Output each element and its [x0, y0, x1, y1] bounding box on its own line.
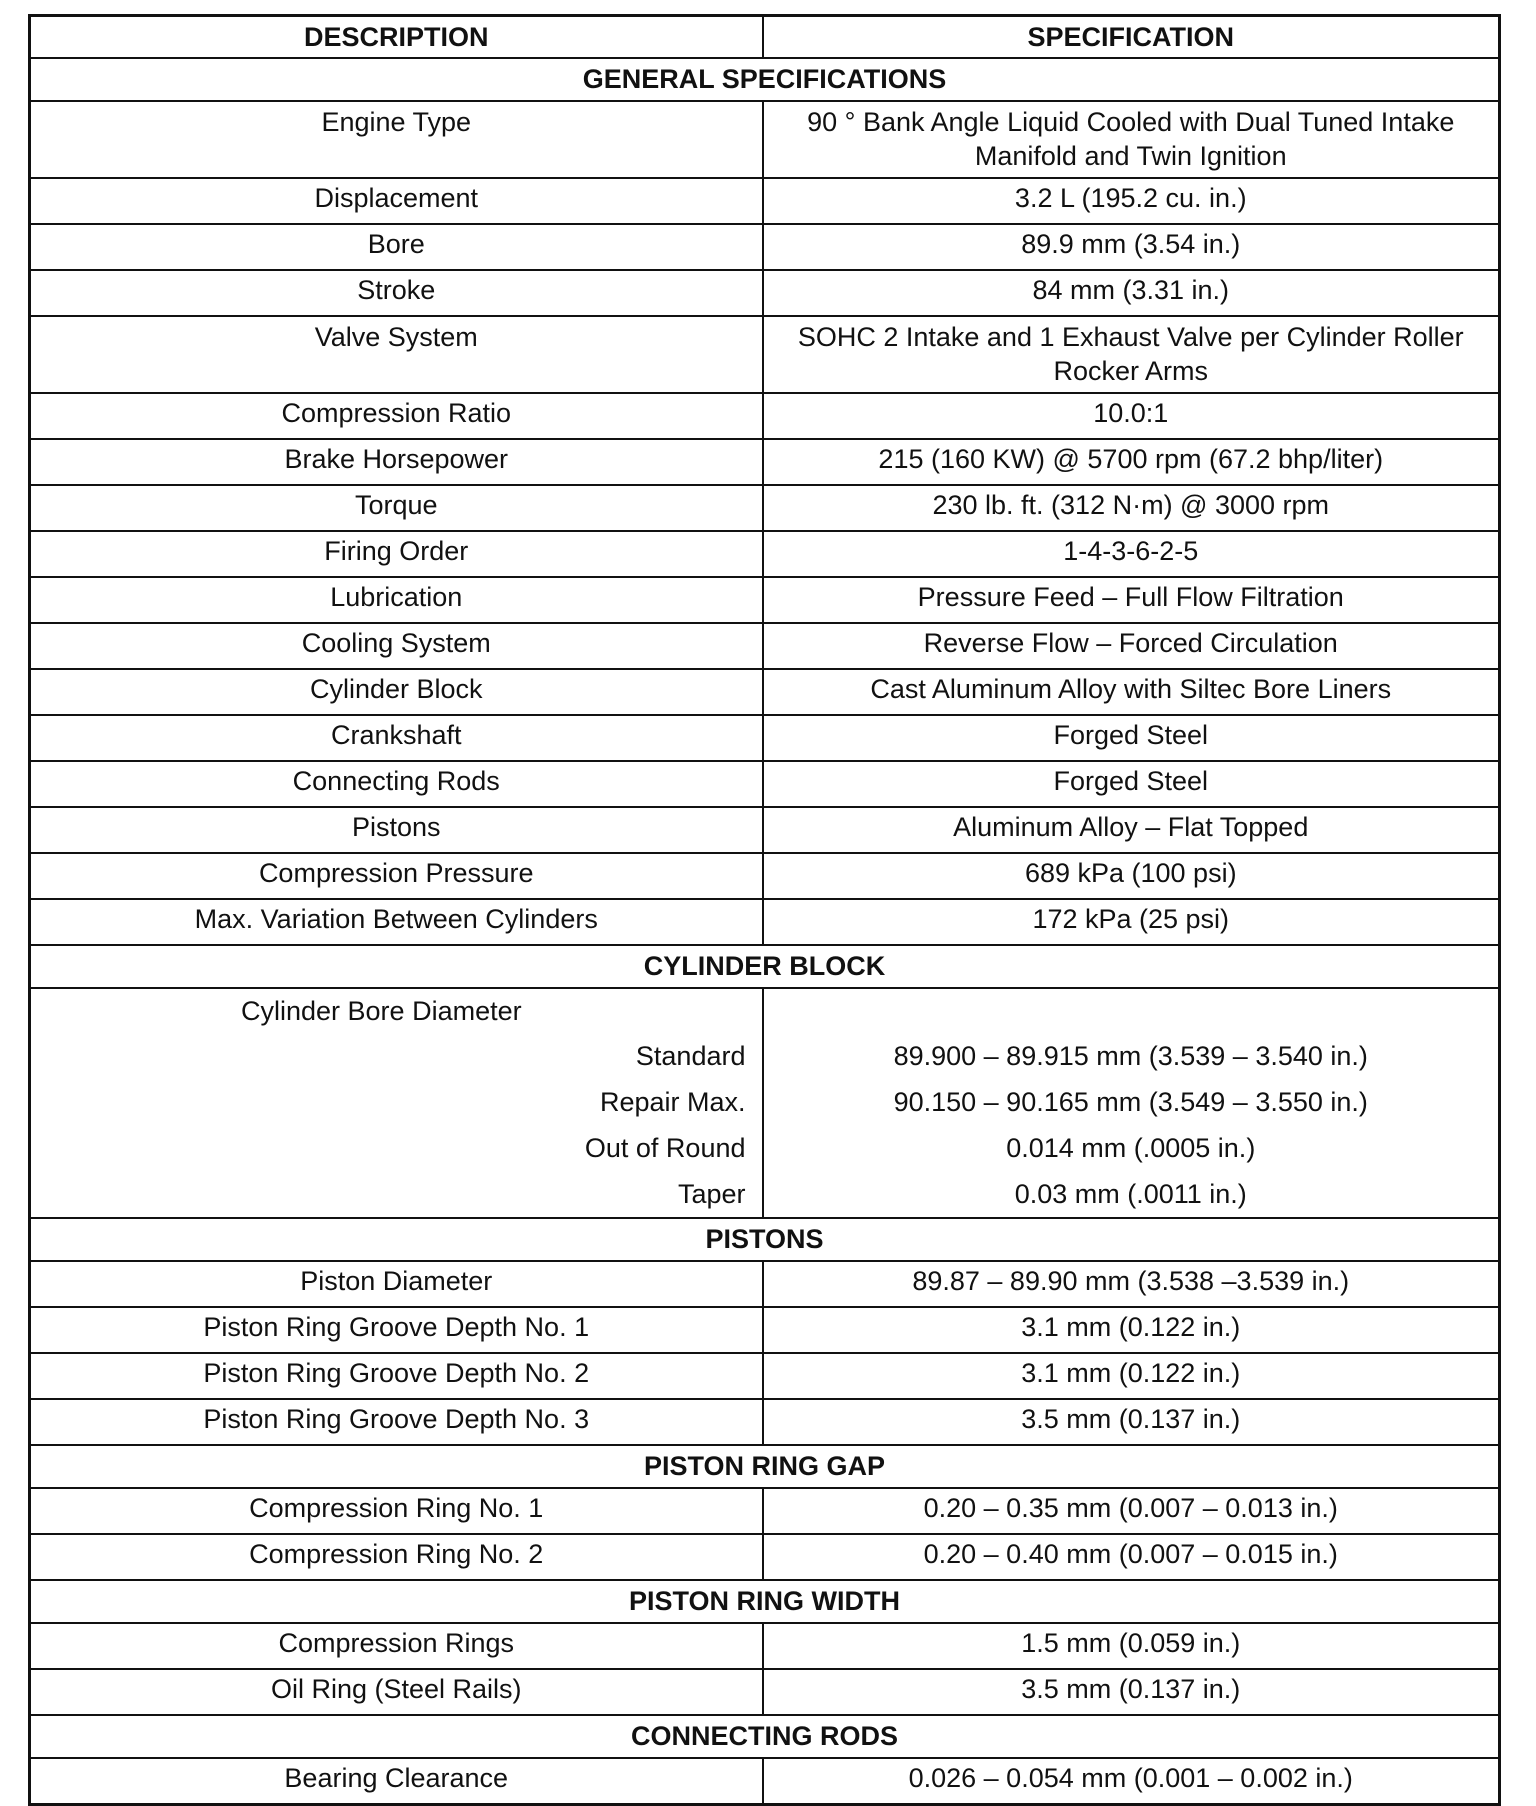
row-value: 90 ° Bank Angle Liquid Cooled with Dual Tuned Intake Manifold and Twin Ignition [763, 101, 1500, 178]
row-label: Cylinder Block [30, 669, 763, 715]
row-value: 0.026 – 0.054 mm (0.001 – 0.002 in.) [763, 1758, 1500, 1805]
sub-row-value: 0.03 mm (.0011 in.) [1014, 1179, 1247, 1209]
row-value: 10.0:1 [763, 393, 1500, 439]
spacer [764, 989, 1499, 1033]
table-row [30, 485, 1500, 531]
section-title-general: GENERAL SPECIFICATIONS [30, 58, 1500, 101]
row-value: 215 (160 KW) @ 5700 rpm (67.2 bhp/liter) [763, 439, 1500, 485]
section-title-piston-ring-gap: PISTON RING GAP [30, 1445, 1500, 1488]
row-label: Brake Horsepower [30, 439, 763, 485]
row-value: Forged Steel [763, 761, 1500, 807]
sub-row-label: Taper [677, 1179, 746, 1209]
sub-row-value: 0.014 mm (.0005 in.) [1006, 1133, 1256, 1163]
specification-header: SPECIFICATION [763, 16, 1500, 59]
description-header: DESCRIPTION [30, 16, 763, 59]
header-row [30, 16, 1500, 59]
row-value: Cast Aluminum Alloy with Siltec Bore Liners [763, 669, 1500, 715]
table-row [30, 1488, 1500, 1534]
table-row [30, 1399, 1500, 1445]
section-header [30, 58, 1500, 101]
row-value: 89.9 mm (3.54 in.) [763, 224, 1500, 270]
table-row [30, 807, 1500, 853]
row-label: Crankshaft [30, 715, 763, 761]
row-label: Piston Ring Groove Depth No. 2 [30, 1353, 763, 1399]
row-value: 0.20 – 0.35 mm (0.007 – 0.013 in.) [763, 1488, 1500, 1534]
table-row [30, 531, 1500, 577]
row-value: 230 lb. ft. (312 N·m) @ 3000 rpm [763, 485, 1500, 531]
row-value: SOHC 2 Intake and 1 Exhaust Valve per Cylinder Roller Rocker Arms [763, 316, 1500, 393]
row-label: Bore [30, 224, 763, 270]
row-label: Lubrication [30, 577, 763, 623]
section-header [30, 1580, 1500, 1623]
section-title-cylinder-block: CYLINDER BLOCK [30, 945, 1500, 988]
table-row [30, 853, 1500, 899]
table-row [30, 1758, 1500, 1805]
table-row [30, 393, 1500, 439]
row-value: 1-4-3-6-2-5 [763, 531, 1500, 577]
table-row [30, 101, 1500, 178]
group-label: Cylinder Bore Diameter [241, 996, 522, 1026]
section-header [30, 1445, 1500, 1488]
table-row [30, 316, 1500, 393]
row-label: Connecting Rods [30, 761, 763, 807]
table-row [30, 1261, 1500, 1307]
bore-diameter-values [763, 988, 1500, 1218]
table-row [30, 899, 1500, 945]
row-label: Compression Ratio [30, 393, 763, 439]
table-row [30, 577, 1500, 623]
sub-row-label: Out of Round [584, 1133, 746, 1163]
row-label: Displacement [30, 178, 763, 224]
sub-row-label: Repair Max. [599, 1087, 746, 1117]
section-title-piston-ring-width: PISTON RING WIDTH [30, 1580, 1500, 1623]
table-row [30, 1534, 1500, 1580]
row-label: Max. Variation Between Cylinders [30, 899, 763, 945]
section-header [30, 1715, 1500, 1758]
section-title-pistons: PISTONS [30, 1218, 1500, 1261]
row-label: Piston Ring Groove Depth No. 3 [30, 1399, 763, 1445]
table-row [30, 439, 1500, 485]
bore-diameter-labels [30, 988, 763, 1218]
table-row-group [30, 988, 1500, 1218]
table-row [30, 1623, 1500, 1669]
table-row [30, 270, 1500, 316]
spec-table [28, 14, 1501, 1806]
row-value: 84 mm (3.31 in.) [763, 270, 1500, 316]
row-value: 172 kPa (25 psi) [763, 899, 1500, 945]
row-value: 89.87 – 89.90 mm (3.538 –3.539 in.) [763, 1261, 1500, 1307]
table-row [30, 224, 1500, 270]
row-value: 3.1 mm (0.122 in.) [763, 1353, 1500, 1399]
sub-row-value: 90.150 – 90.165 mm (3.549 – 3.550 in.) [893, 1087, 1368, 1117]
section-title-connecting-rods: CONNECTING RODS [30, 1715, 1500, 1758]
row-label: Cooling System [30, 623, 763, 669]
row-value: 3.5 mm (0.137 in.) [763, 1399, 1500, 1445]
row-label: Oil Ring (Steel Rails) [30, 1669, 763, 1715]
row-label: Stroke [30, 270, 763, 316]
table-row [30, 1669, 1500, 1715]
row-label: Pistons [30, 807, 763, 853]
row-label: Compression Rings [30, 1623, 763, 1669]
row-label: Piston Ring Groove Depth No. 1 [30, 1307, 763, 1353]
row-label: Engine Type [30, 101, 763, 178]
row-label: Compression Ring No. 1 [30, 1488, 763, 1534]
table-row [30, 178, 1500, 224]
sub-row-value: 89.900 – 89.915 mm (3.539 – 3.540 in.) [893, 1041, 1368, 1071]
row-value: 1.5 mm (0.059 in.) [763, 1623, 1500, 1669]
section-header [30, 945, 1500, 988]
table-row [30, 1307, 1500, 1353]
row-value: Aluminum Alloy – Flat Topped [763, 807, 1500, 853]
row-value: 0.20 – 0.40 mm (0.007 – 0.015 in.) [763, 1534, 1500, 1580]
table-row [30, 1353, 1500, 1399]
row-label: Compression Pressure [30, 853, 763, 899]
row-value: Reverse Flow – Forced Circulation [763, 623, 1500, 669]
row-label: Torque [30, 485, 763, 531]
row-value: Pressure Feed – Full Flow Filtration [763, 577, 1500, 623]
row-label: Compression Ring No. 2 [30, 1534, 763, 1580]
row-label: Firing Order [30, 531, 763, 577]
row-value: 689 kPa (100 psi) [763, 853, 1500, 899]
row-label: Bearing Clearance [30, 1758, 763, 1805]
row-label: Piston Diameter [30, 1261, 763, 1307]
table-row [30, 715, 1500, 761]
table-row [30, 761, 1500, 807]
table-row [30, 669, 1500, 715]
row-value: 3.1 mm (0.122 in.) [763, 1307, 1500, 1353]
row-value: Forged Steel [763, 715, 1500, 761]
table-row [30, 623, 1500, 669]
row-value: 3.5 mm (0.137 in.) [763, 1669, 1500, 1715]
sub-row-label: Standard [635, 1041, 746, 1071]
section-header [30, 1218, 1500, 1261]
row-value: 3.2 L (195.2 cu. in.) [763, 178, 1500, 224]
row-label: Valve System [30, 316, 763, 393]
